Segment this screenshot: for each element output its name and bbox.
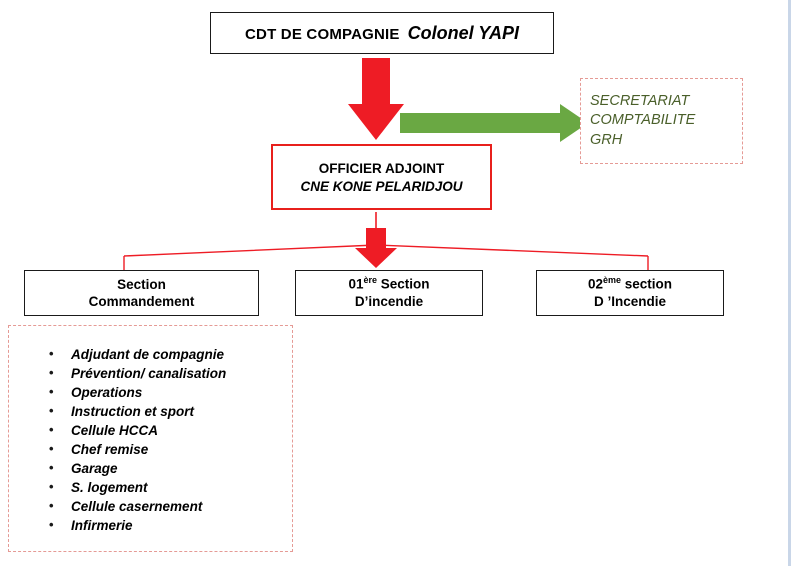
list-item: • Garage [49, 460, 282, 478]
list-item: • Prévention/ canalisation [49, 365, 282, 383]
section-02-number: 02 [587, 276, 603, 292]
section-02-line-2: D ’Incendie [593, 294, 666, 310]
list-item: • Operations [49, 384, 282, 402]
list-item: • Cellule casernement [49, 498, 282, 516]
section-02-incendie-box [536, 270, 724, 316]
secretariat-line-3: GRH [590, 131, 623, 148]
red-arrow-down-top [348, 58, 404, 140]
section-01-line-1 [348, 275, 429, 293]
cdt-compagnie-title: CDT DE COMPAGNIE [245, 26, 400, 43]
section-01-ordinal: ère [363, 275, 378, 286]
detail-list [27, 346, 282, 535]
officier-adjoint-name: CNE KONE PELARIDJOU [300, 178, 463, 194]
officier-adjoint-box [271, 144, 492, 210]
section-02-ordinal: ème [603, 275, 622, 286]
list-item: • S. logement [49, 479, 282, 497]
section-01-incendie-box [295, 270, 483, 316]
secretariat-box [580, 78, 743, 164]
cdt-compagnie-box [210, 12, 554, 54]
list-item: • Infirmerie [49, 517, 282, 535]
section-commandement-line-1: Section [117, 276, 166, 292]
section-02-rest: section [621, 276, 673, 292]
red-arrow-down-middle [355, 228, 397, 268]
section-commandement-line-2: Commandement [88, 294, 195, 309]
cdt-compagnie-name: Colonel YAPI [407, 23, 519, 43]
section-commandement-box [24, 270, 259, 316]
section-01-line-2: D’incendie [354, 294, 424, 310]
section-connector-lines [124, 212, 648, 270]
section-01-number: 01 [348, 276, 364, 292]
list-item: • Cellule HCCA [49, 422, 282, 440]
cdt-compagnie-line [245, 24, 519, 42]
list-item: • Instruction et sport [49, 403, 282, 421]
secretariat-line-2: COMPTABILITE [590, 112, 696, 129]
section-commandement-detail-list [8, 325, 293, 552]
list-item: • Chef remise [49, 441, 282, 459]
secretariat-line-1: SECRETARIAT [590, 93, 690, 110]
green-arrow-right [400, 104, 588, 142]
list-item: • Adjudant de compagnie [49, 346, 282, 364]
officier-adjoint-title: OFFICIER ADJOINT [318, 160, 445, 176]
section-02-line-1 [588, 275, 672, 293]
section-01-rest: Section [377, 276, 430, 292]
